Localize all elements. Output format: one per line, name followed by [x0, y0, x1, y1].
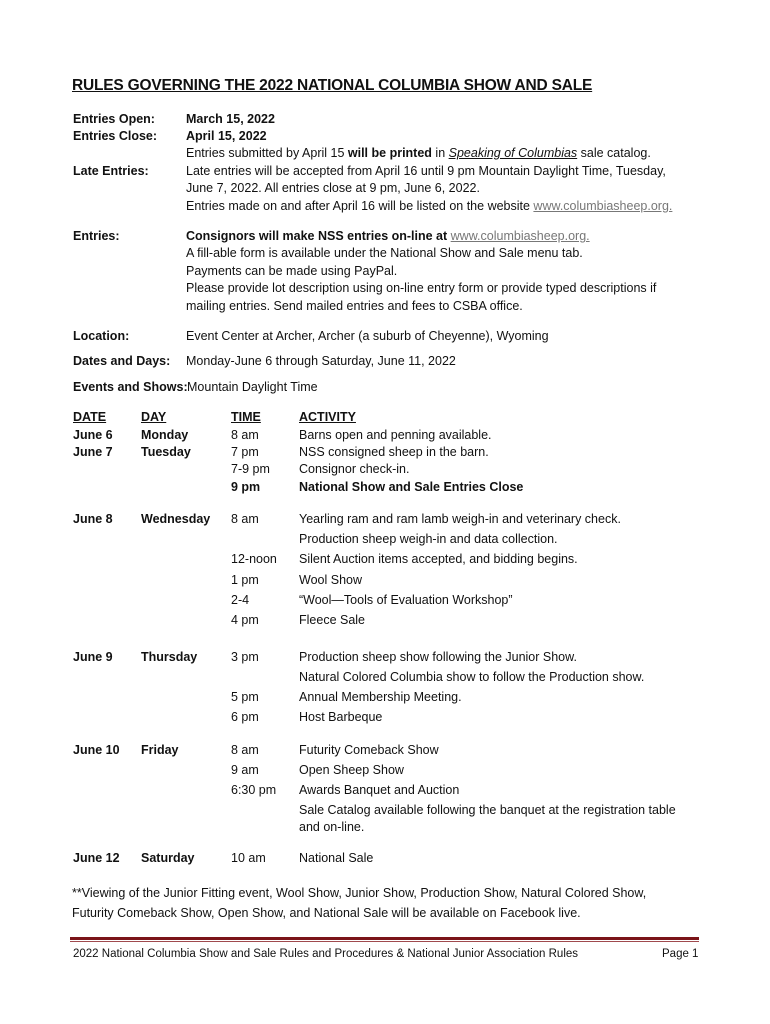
late-entries-label: Late Entries: [73, 164, 149, 178]
schedule-activity: National Sale [299, 851, 374, 865]
schedule-activity: Silent Auction items accepted, and bidding begins. [299, 552, 578, 566]
entries-close-note-c: in [431, 146, 449, 160]
schedule-activity: and on-line. [299, 820, 365, 834]
schedule-date: June 6 [73, 428, 113, 442]
entries-label: Entries: [73, 229, 120, 243]
schedule-time: 8 am [231, 512, 259, 526]
schedule-date: June 10 [73, 743, 120, 757]
schedule-activity: “Wool—Tools of Evaluation Workshop” [299, 593, 513, 607]
entries-line1-text: Consignors will make NSS entries on-line at [186, 229, 451, 243]
entries-close-note-e: sale catalog. [577, 146, 651, 160]
schedule-time: 9 pm [231, 480, 261, 494]
entries-website-link[interactable]: www.columbiasheep.org. [450, 229, 590, 243]
schedule-activity: Wool Show [299, 573, 362, 587]
schedule-activity: Host Barbeque [299, 710, 383, 724]
schedule-header-date: DATE [73, 410, 107, 424]
schedule-header-time: TIME [231, 410, 261, 424]
schedule-time: 6 pm [231, 710, 259, 724]
entries-line4: Please provide lot description using on-line entry form or provide typed descriptions if [186, 281, 657, 295]
entries-close-note-a: Entries submitted by April 15 [186, 146, 348, 160]
schedule-time: 1 pm [231, 573, 259, 587]
page-title: RULES GOVERNING THE 2022 NATIONAL COLUMBIA SHOW AND SALE [72, 77, 593, 94]
website-link[interactable]: www.columbiasheep.org. [533, 199, 673, 213]
schedule-day: Tuesday [141, 445, 191, 459]
late-entries-line3 [186, 197, 672, 215]
events-label: Events and Shows: [73, 380, 188, 394]
page-number: Page 1 [662, 948, 699, 960]
schedule-time: 9 am [231, 763, 259, 777]
schedule-time: 4 pm [231, 613, 259, 627]
catalog-title: Speaking of Columbias [448, 146, 578, 160]
schedule-date: June 8 [73, 512, 113, 526]
schedule-activity: Production sheep show following the Junior Show. [299, 650, 577, 664]
entries-line5: mailing entries. Send mailed entries and fees to CSBA office. [186, 299, 523, 313]
entries-line2: A fill-able form is available under the National Show and Sale menu tab. [186, 246, 583, 260]
schedule-activity: Sale Catalog available following the banquet at the registration table [299, 803, 676, 817]
entries-close-value: April 15, 2022 [186, 129, 267, 143]
schedule-time: 10 am [231, 851, 266, 865]
schedule-activity: Natural Colored Columbia show to follow the Production show. [299, 670, 645, 684]
schedule-time: 6:30 pm [231, 783, 277, 797]
schedule-activity: Futurity Comeback Show [299, 743, 439, 757]
schedule-activity: Production sheep weigh-in and data collection. [299, 532, 558, 546]
entries-open-value: March 15, 2022 [186, 112, 275, 126]
schedule-day: Saturday [141, 851, 195, 865]
dates-label: Dates and Days: [73, 354, 171, 368]
schedule-date: June 9 [73, 650, 113, 664]
schedule-activity: Fleece Sale [299, 613, 366, 627]
schedule-day: Wednesday [141, 512, 211, 526]
schedule-activity: National Show and Sale Entries Close [299, 480, 524, 494]
schedule-activity: Annual Membership Meeting. [299, 690, 462, 704]
entries-line3: Payments can be made using PayPal. [186, 264, 398, 278]
schedule-time: 8 am [231, 428, 259, 442]
location-value: Event Center at Archer, Archer (a suburb of Cheyenne), Wyoming [186, 329, 549, 343]
entries-open-label: Entries Open: [73, 112, 155, 126]
late-entries-line1: Late entries will be accepted from April 16 until 9 pm Mountain Daylight Time, Tuesday, [186, 164, 666, 178]
schedule-activity: Awards Banquet and Auction [299, 783, 460, 797]
schedule-activity: Open Sheep Show [299, 763, 404, 777]
late-entries-line2: June 7, 2022. All entries close at 9 pm, June 6, 2022. [186, 181, 480, 195]
schedule-activity: Consignor check-in. [299, 462, 410, 476]
schedule-time: 2-4 [231, 593, 250, 607]
entries-line1 [186, 227, 590, 245]
schedule-activity: NSS consigned sheep in the barn. [299, 445, 489, 459]
footnote-line2: Futurity Comeback Show, Open Show, and National Sale will be available on Facebook live. [72, 906, 581, 920]
schedule-header-activity: ACTIVITY [299, 410, 356, 424]
events-value: Mountain Daylight Time [187, 380, 318, 394]
schedule-time: 8 am [231, 743, 259, 757]
schedule-activity: Yearling ram and ram lamb weigh-in and veterinary check. [299, 512, 621, 526]
schedule-time: 7 pm [231, 445, 259, 459]
location-label: Location: [73, 329, 130, 343]
footer-divider-thin [70, 941, 699, 942]
entries-close-label: Entries Close: [73, 129, 158, 143]
schedule-date: June 12 [73, 851, 120, 865]
dates-value: Monday-June 6 through Saturday, June 11, 2022 [186, 354, 456, 368]
schedule-time: 12-noon [231, 552, 277, 566]
schedule-activity: Barns open and penning available. [299, 428, 492, 442]
footnote-line1: **Viewing of the Junior Fitting event, Wool Show, Junior Show, Production Show, Natural Colored Show, [72, 886, 647, 900]
schedule-day: Thursday [141, 650, 198, 664]
late-entries-line3-text: Entries made on and after April 16 will be listed on the website [186, 199, 534, 213]
schedule-date: June 7 [73, 445, 113, 459]
schedule-time: 5 pm [231, 690, 259, 704]
schedule-header-day: DAY [141, 410, 167, 424]
schedule-time: 7-9 pm [231, 462, 270, 476]
schedule-day: Friday [141, 743, 179, 757]
footer-text: 2022 National Columbia Show and Sale Rules and Procedures & National Junior Association Rules [73, 948, 579, 960]
footer-divider [70, 937, 699, 940]
schedule-time: 3 pm [231, 650, 259, 664]
entries-close-note-b: will be printed [347, 146, 432, 160]
entries-close-note [186, 144, 651, 162]
schedule-day: Monday [141, 428, 189, 442]
